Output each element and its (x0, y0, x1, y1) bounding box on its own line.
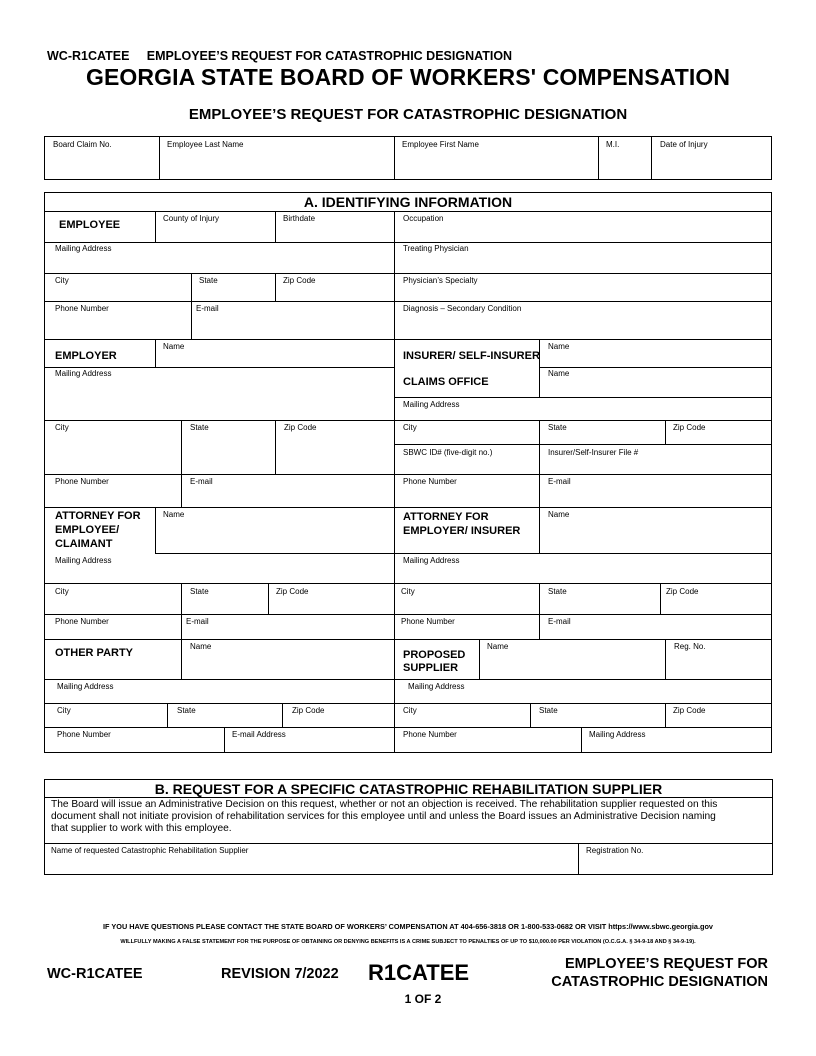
physicians-specialty-field[interactable]: Physician’s Specialty (403, 276, 478, 285)
supplier-name-field[interactable]: Name of requested Catastrophic Rehabilitation Supplier (51, 846, 249, 855)
employee-mailing-address-field[interactable]: Mailing Address (55, 244, 112, 253)
proposed-supplier-state-field[interactable]: State (539, 706, 558, 715)
proposed-supplier-mailing-2-field[interactable]: Mailing Address (589, 730, 646, 739)
section-b-text-line-3: that supplier to work with this employee. (51, 823, 232, 834)
attorney-employer-heading-1: ATTORNEY FOR (403, 511, 489, 523)
attorney-employer-heading-2: EMPLOYER/ INSURER (403, 525, 521, 537)
other-party-zip-field[interactable]: Zip Code (292, 706, 325, 715)
employee-city-field[interactable]: City (55, 276, 69, 285)
attorney-employee-phone-field[interactable]: Phone Number (55, 617, 109, 626)
insurer-state-field[interactable]: State (548, 423, 567, 432)
employer-heading: EMPLOYER (55, 350, 117, 362)
employee-phone-field[interactable]: Phone Number (55, 304, 109, 313)
proposed-supplier-mailing-field[interactable]: Mailing Address (408, 682, 465, 691)
proposed-supplier-zip-field[interactable]: Zip Code (673, 706, 706, 715)
footer-revision: REVISION 7/2022 (221, 966, 339, 982)
proposed-supplier-phone-field[interactable]: Phone Number (403, 730, 457, 739)
footer-title-2: CATASTROPHIC DESIGNATION (551, 974, 768, 990)
section-b-text-line-2: document shall not initiate provision of rehabilitation services for this employee until and unless the Board issues an Administrative Decision naming (51, 811, 716, 822)
employer-email-field[interactable]: E-mail (190, 477, 213, 486)
attorney-employer-phone-field[interactable]: Phone Number (401, 617, 455, 626)
footer-warning: WILLFULLY MAKING A FALSE STATEMENT FOR THE PURPOSE OF OBTAINING OR DENYING BENEFITS IS A CRIME SUBJECT TO PENALTIES OF UP TO $10,000.00 PER VIOLATION (O.C.G.A. § 34-9-18 AND § 34-9-19). (120, 939, 696, 945)
attorney-employer-mailing-field[interactable]: Mailing Address (403, 556, 460, 565)
attorney-employer-name-field[interactable]: Name (548, 510, 570, 519)
sbwc-id-field[interactable]: SBWC ID# (five-digit no.) (403, 448, 493, 457)
footer-page-number: 1 OF 2 (404, 992, 442, 1006)
other-party-city-field[interactable]: City (57, 706, 71, 715)
attorney-employee-city-field[interactable]: City (55, 587, 69, 596)
reg-no-field[interactable]: Reg. No. (674, 642, 706, 651)
employee-email-field[interactable]: E-mail (196, 304, 219, 313)
insurer-email-field[interactable]: E-mail (548, 477, 571, 486)
insurer-file-no-field[interactable]: Insurer/Self-Insurer File # (548, 448, 639, 457)
other-party-name-field[interactable]: Name (190, 642, 212, 651)
employee-zip-field[interactable]: Zip Code (283, 276, 316, 285)
insurer-zip-field[interactable]: Zip Code (673, 423, 706, 432)
proposed-supplier-heading-1: PROPOSED (403, 649, 466, 661)
claims-office-heading: CLAIMS OFFICE (403, 376, 489, 388)
proposed-supplier-name-field[interactable]: Name (487, 642, 509, 651)
treating-physician-field[interactable]: Treating Physician (403, 244, 469, 253)
attorney-employee-zip-field[interactable]: Zip Code (276, 587, 309, 596)
other-party-mailing-field[interactable]: Mailing Address (57, 682, 114, 691)
insurer-mailing-address-field[interactable]: Mailing Address (403, 400, 460, 409)
birthdate-field[interactable]: Birthdate (283, 214, 316, 223)
occupation-field[interactable]: Occupation (403, 214, 444, 223)
date-of-injury-field[interactable]: Date of Injury (660, 140, 708, 149)
employer-mailing-address-field[interactable]: Mailing Address (55, 369, 112, 378)
other-party-state-field[interactable]: State (177, 706, 196, 715)
section-b-text-line-1: The Board will issue an Administrative Decision on this request, whether or not an objection is received. The rehabilitation supplier requested on this (51, 799, 718, 810)
other-party-heading: OTHER PARTY (55, 647, 134, 659)
attorney-employer-zip-field[interactable]: Zip Code (666, 587, 699, 596)
section-b-title: B. REQUEST FOR A SPECIFIC CATASTROPHIC REHABILITATION SUPPLIER (154, 781, 663, 797)
proposed-supplier-city-field[interactable]: City (403, 706, 417, 715)
attorney-employer-state-field[interactable]: State (548, 587, 567, 596)
form-header-line: WC-R1CATEE EMPLOYEE’S REQUEST FOR CATASTROPHIC DESIGNATION (47, 49, 513, 63)
footer-contact: IF YOU HAVE QUESTIONS PLEASE CONTACT THE STATE BOARD OF WORKERS’ COMPENSATION AT 404-656-3818 OR 1-800-533-0682 OR VISIT https://www.sbwc.georgia.gov (103, 922, 713, 931)
employer-name-field[interactable]: Name (163, 342, 185, 351)
employer-state-field[interactable]: State (190, 423, 209, 432)
claims-office-name-field[interactable]: Name (548, 369, 570, 378)
employee-first-name-field[interactable]: Employee First Name (402, 140, 479, 149)
insurer-phone-field[interactable]: Phone Number (403, 477, 457, 486)
footer-form-id: WC-R1CATEE (47, 966, 143, 982)
attorney-employee-name-field[interactable]: Name (163, 510, 185, 519)
registration-no-field[interactable]: Registration No. (586, 846, 644, 855)
attorney-employee-heading-2: EMPLOYEE/ (55, 524, 120, 536)
employee-heading: EMPLOYEE (59, 219, 121, 231)
insurer-city-field[interactable]: City (403, 423, 417, 432)
insurer-heading: INSURER/ SELF-INSURER (403, 350, 540, 362)
employer-phone-field[interactable]: Phone Number (55, 477, 109, 486)
employee-last-name-field[interactable]: Employee Last Name (167, 140, 244, 149)
attorney-employer-city-field[interactable]: City (401, 587, 415, 596)
attorney-employee-heading-3: CLAIMANT (55, 538, 113, 550)
attorney-employee-email-field[interactable]: E-mail (186, 617, 209, 626)
footer-code: R1CATEE (368, 960, 470, 985)
agency-title: GEORGIA STATE BOARD OF WORKERS' COMPENSATION (85, 64, 731, 90)
other-party-phone-field[interactable]: Phone Number (57, 730, 111, 739)
employer-zip-field[interactable]: Zip Code (284, 423, 317, 432)
form-title: EMPLOYEE’S REQUEST FOR CATASTROPHIC DESIGNATION (188, 106, 628, 123)
attorney-employee-heading-1: ATTORNEY FOR (55, 510, 141, 522)
insurer-name-field[interactable]: Name (548, 342, 570, 351)
attorney-employee-mailing-field[interactable]: Mailing Address (55, 556, 112, 565)
attorney-employer-email-field[interactable]: E-mail (548, 617, 571, 626)
employer-city-field[interactable]: City (55, 423, 69, 432)
county-of-injury-field[interactable]: County of Injury (163, 214, 220, 223)
diagnosis-field[interactable]: Diagnosis – Secondary Condition (403, 304, 522, 313)
employee-state-field[interactable]: State (199, 276, 218, 285)
mi-field[interactable]: M.I. (606, 140, 620, 149)
footer-title-1: EMPLOYEE’S REQUEST FOR (564, 956, 768, 972)
other-party-email-field[interactable]: E-mail Address (232, 730, 286, 739)
board-claim-no-field[interactable]: Board Claim No. (53, 140, 112, 149)
proposed-supplier-heading-2: SUPPLIER (403, 662, 459, 674)
attorney-employee-state-field[interactable]: State (190, 587, 209, 596)
section-a-title: A. IDENTIFYING INFORMATION (303, 194, 513, 210)
